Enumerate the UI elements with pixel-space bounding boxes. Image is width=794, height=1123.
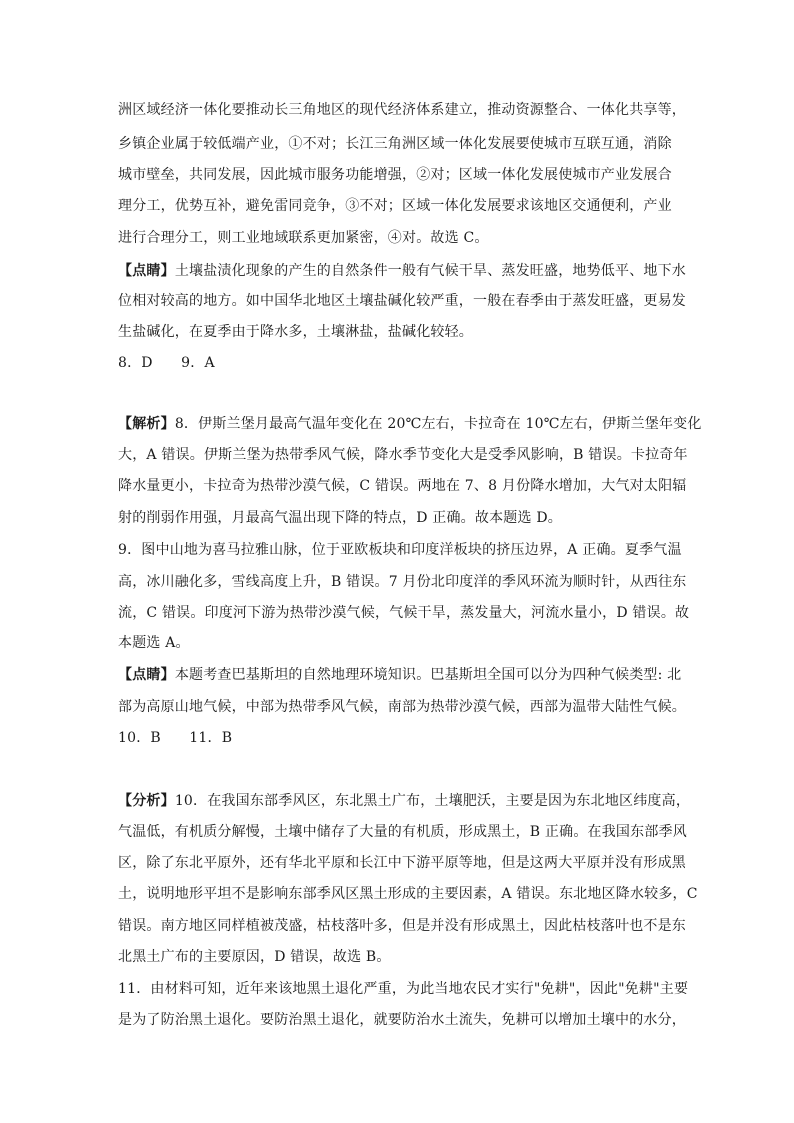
text-line: 生盐碱化，在夏季由于降水多，土壤淋盐，盐碱化较轻。 (118, 324, 473, 340)
text-line: 进行合理分工，则工业地域联系更加紧密，④对。故选 C。 (118, 230, 489, 246)
text-line: 北黑土广布的主要原因，D 错误，故选 B。 (118, 949, 391, 965)
text-span: 土壤盐渍化现象的产生的自然条件一般有气候干旱、蒸发旺盛，地势低平、地下水 (174, 263, 687, 279)
jiexi-tag: 【解析】 (118, 416, 175, 432)
dianjing-tag: 【点睛】 (118, 667, 175, 683)
text-line: 位相对较高的地方。如中国华北地区土壤盐碱化较严重，一般在春季由于蒸发旺盛，更易发 (118, 293, 686, 309)
text-line: 流，C 错误。印度河下游为热带沙漠气候，气候干旱，蒸发量大，河流水量小，D 错误。故 (118, 605, 690, 621)
analysis-paragraph (118, 791, 690, 811)
text-line: 土，说明地形平坦不是影响东部季风区黑土形成的主要因素，A 错误。东北地区降水较多，C (118, 886, 698, 902)
text-span: 8．伊斯兰堡月最高气温年变化在 20℃左右，卡拉奇在 10℃左右，伊斯兰堡年变化 (174, 416, 702, 432)
text-line: 部为高原山地气候，中部为热带季风气候，南部为热带沙漠气候，西部为温带大陆性气候。 (118, 699, 686, 715)
text-line: 射的削弱作用强，月最高气温出现下降的特点，D 正确。故本题选 D。 (118, 510, 562, 526)
fenxi-tag: 【分析】 (118, 793, 175, 809)
annotation-paragraph (118, 665, 681, 685)
text-line: 降水量更小，卡拉奇为热带沙漠气候，C 错误。两地在 7、8 月份降水增加，大气对太阳辐 (118, 478, 687, 494)
text-line: 洲区域经济一体化要推动长三角地区的现代经济体系建立，推动资源整合、一体化共享等， (118, 102, 686, 118)
text-line: 乡镇企业属于较低端产业，①不对；长江三角洲区域一体化发展要使城市互联互通，消除 (118, 136, 672, 152)
text-line: 本题选 A。 (118, 635, 190, 651)
annotation-paragraph (118, 261, 686, 281)
text-line: 错误。南方地区同样植被茂盛，枯枝落叶多，但是并没有形成黑土，因此枯枝落叶也不是东 (118, 918, 686, 934)
answer-line: 10．B 11．B (118, 730, 233, 746)
text-line: 9．图中山地为喜马拉雅山脉，位于亚欧板块和印度洋板块的挤压边界，A 正确。夏季气温 (118, 542, 682, 558)
answer-line: 8．D 9．A (118, 355, 215, 371)
text-line: 城市壁垒，共同发展，因此城市服务功能增强，②对；区域一体化发展使城市产业发展合 (118, 167, 672, 183)
text-line: 大，A 错误。伊斯兰堡为热带季风气候，降水季节变化大是受季风影响，B 错误。卡拉奇年 (118, 447, 688, 463)
text-line: 是为了防治黑土退化。要防治黑土退化，就要防治水土流失，免耕可以增加土壤中的水分， (118, 1012, 686, 1028)
text-line: 区，除了东北平原外，还有华北平原和长江中下游平原等地，但是这两大平原并没有形成黑 (118, 855, 686, 871)
text-line: 气温低，有机质分解慢，土壤中储存了大量的有机质，形成黑土，B 正确。在我国东部季风 (118, 824, 687, 840)
dianjing-tag: 【点睛】 (118, 263, 175, 279)
text-line: 理分工，优势互补，避免雷同竞争，③不对；区域一体化发展要求该地区交通便利，产业 (118, 198, 672, 214)
analysis-paragraph (118, 414, 702, 434)
text-line: 高，冰川融化多，雪线高度上升，B 错误。7 月份北印度洋的季风环流为顺时针，从西往东 (118, 574, 687, 590)
text-line: 11．由材料可知，近年来该地黑土退化严重，为此当地农民才实行"免耕"，因此"免耕"主要 (118, 981, 689, 997)
text-span: 10．在我国东部季风区，东北黑土广布，土壤肥沃，主要是因为东北地区纬度高， (174, 793, 691, 809)
text-span: 本题考查巴基斯坦的自然地理环境知识。巴基斯坦全国可以分为四种气候类型: 北 (174, 667, 682, 683)
